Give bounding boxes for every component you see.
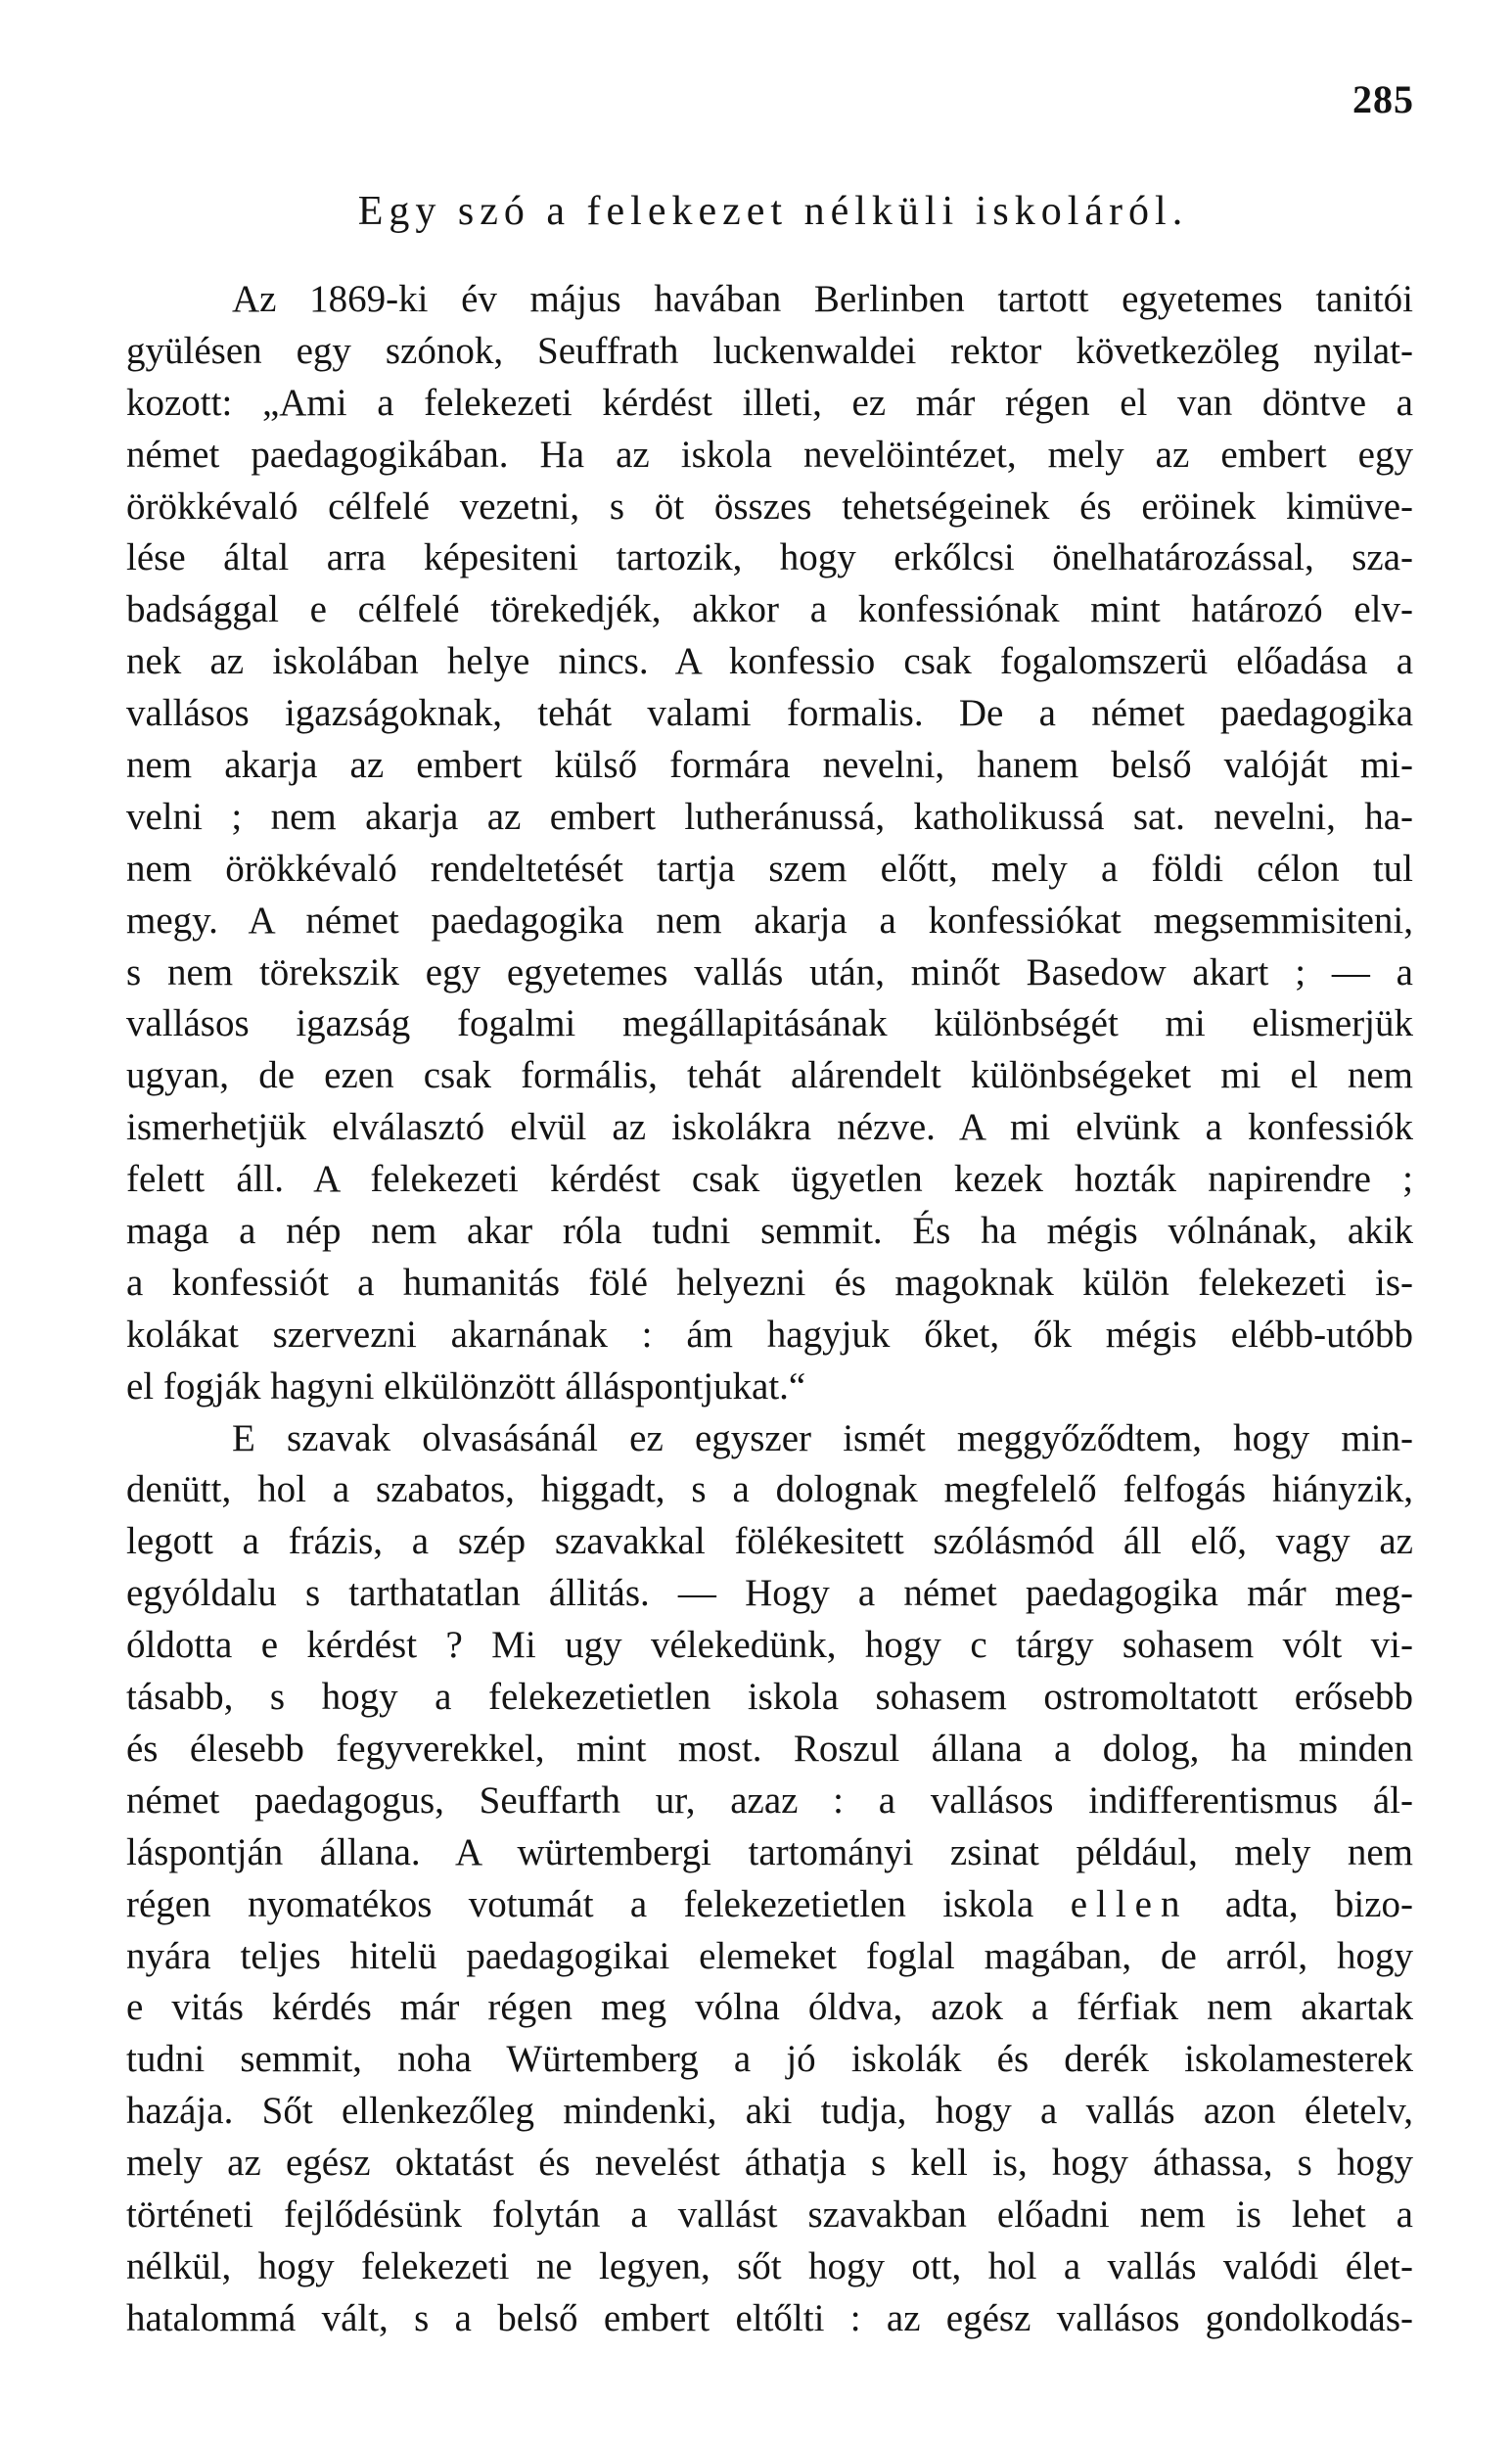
text-line: nélkül, hogy felekezeti ne legyen, sőt hogy ott, hol a vallás valódi élet- bbox=[126, 2244, 1413, 2287]
text-line: mely az egész oktatást és nevelést áthatja s kell is, hogy áthassa, s hogy bbox=[126, 2142, 1413, 2185]
text-line bbox=[126, 1879, 1413, 1931]
text-segment: adta, bizo- bbox=[1188, 1882, 1413, 1925]
text-line: vallásos igazságoknak, tehát valami formalis. De a német paedagogika bbox=[126, 692, 1413, 735]
text-line: vallásos igazság fogalmi megállapitásának különbségét mi elismerjük bbox=[126, 1002, 1413, 1045]
text-line: nek az iskolában helye nincs. A konfessio csak fogalomszerü előadása a bbox=[126, 640, 1413, 683]
text-line: Az 1869-ki év május havában Berlinben tartott egyetemes tanitói bbox=[232, 278, 1413, 320]
text-line: denütt, hol a szabatos, higgadt, s a dolognak megfelelő felfogás hiányzik, bbox=[126, 1468, 1413, 1511]
page-number: 285 bbox=[1352, 77, 1414, 121]
text-line: óldotta e kérdést ? Mi ugy vélekedünk, hogy c tárgy sohasem vólt vi- bbox=[126, 1624, 1413, 1667]
text-line: lése által arra képesiteni tartozik, hogy erkőlcsi önelhatározással, sza- bbox=[126, 536, 1413, 579]
text-line: a konfessiót a humanitás fölé helyezni és magoknak külön felekezeti is- bbox=[126, 1261, 1413, 1304]
text-line: történeti fejlődésünk folytán a vallást szavakban előadni nem is lehet a bbox=[126, 2193, 1413, 2236]
text-line: nem örökkévaló rendeltetését tartja szem előtt, mely a földi célon tul bbox=[126, 847, 1413, 890]
text-line: és élesebb fegyverekkel, mint most. Roszul állana a dolog, ha minden bbox=[126, 1727, 1413, 1770]
text-line: badsággal e célfelé törekedjék, akkor a konfessiónak mint határozó elv- bbox=[126, 588, 1413, 631]
text-line: hazája. Sőt ellenkezőleg mindenki, aki tudja, hogy a vallás azon életelv, bbox=[126, 2090, 1413, 2133]
text-line: láspontján állana. A würtembergi tartományi zsinat például, mely nem bbox=[126, 1830, 1413, 1873]
text-line: kolákat szervezni akarnának : ám hagyjuk őket, ők mégis elébb-utóbb bbox=[126, 1313, 1413, 1356]
text-line: maga a nép nem akar róla tudni semmit. És ha mégis vólnának, akik bbox=[126, 1210, 1413, 1253]
text-line: örökkévaló célfelé vezetni, s öt összes tehetségeinek és eröinek kimüve- bbox=[126, 485, 1413, 528]
text-line: nem akarja az embert külső formára nevelni, hanem belső valóját mi- bbox=[126, 744, 1413, 787]
text-line: tudni semmit, noha Würtemberg a jó iskolák és derék iskolamesterek bbox=[126, 2038, 1413, 2081]
text-line: ismerhetjük elválasztó elvül az iskolákra nézve. A mi elvünk a konfessiók bbox=[126, 1106, 1413, 1149]
article-body bbox=[126, 274, 1413, 2345]
text-line: legott a frázis, a szép szavakkal fölékesitett szólásmód áll elő, vagy az bbox=[126, 1520, 1413, 1563]
article-title: Egy szó a felekezet nélküli iskoláról. bbox=[357, 189, 1189, 234]
text-line: nyára teljes hitelü paedagogikai elemeket foglal magában, de arról, hogy bbox=[126, 1934, 1413, 1977]
text-segment: régen nyomatékos votumát a felekezetietlen iskola bbox=[126, 1882, 1071, 1925]
text-line: kozott: „Ami a felekezeti kérdést illeti, ez már régen el van döntve a bbox=[126, 381, 1413, 424]
text-line: el fogják hagyni elkülönzött álláspontjukat.“ bbox=[126, 1364, 806, 1408]
text-line: e vitás kérdés már régen meg vólna óldva, azok a férfiak nem akartak bbox=[126, 1986, 1413, 2029]
text-line: felett áll. A felekezeti kérdést csak ügyetlen kezek hozták napirendre ; bbox=[126, 1158, 1413, 1201]
text-line: gyülésen egy szónok, Seuffrath luckenwaldei rektor következöleg nyilat- bbox=[126, 329, 1413, 372]
text-line: tásabb, s hogy a felekezetietlen iskola sohasem ostromoltatott erősebb bbox=[126, 1676, 1413, 1719]
text-line: velni ; nem akarja az embert lutheránussá, katholikussá sat. nevelni, ha- bbox=[126, 795, 1413, 838]
text-line: német paedagogikában. Ha az iskola nevelöintézet, mely az embert egy bbox=[126, 433, 1413, 476]
text-line: s nem törekszik egy egyetemes vallás után, minőt Basedow akart ; — a bbox=[126, 950, 1413, 993]
text-line: német paedagogus, Seuffarth ur, azaz : a vallásos indifferentismus ál- bbox=[126, 1778, 1413, 1822]
text-line: egyóldalu s tarthatatlan állitás. — Hogy a német paedagogika már meg- bbox=[126, 1572, 1413, 1615]
text-line: megy. A német paedagogika nem akarja a konfessiókat megsemmisiteni, bbox=[126, 899, 1413, 942]
text-line: hatalommá vált, s a belső embert eltőlti : az egész vallásos gondolkodás- bbox=[126, 2296, 1413, 2339]
text-line: E szavak olvasásánál ez egyszer ismét meggyőződtem, hogy min- bbox=[232, 1416, 1413, 1459]
text-line: ugyan, de ezen csak formális, tehát alárendelt különbségeket mi el nem bbox=[126, 1054, 1413, 1097]
emphasized-word: ellen bbox=[1070, 1882, 1189, 1925]
